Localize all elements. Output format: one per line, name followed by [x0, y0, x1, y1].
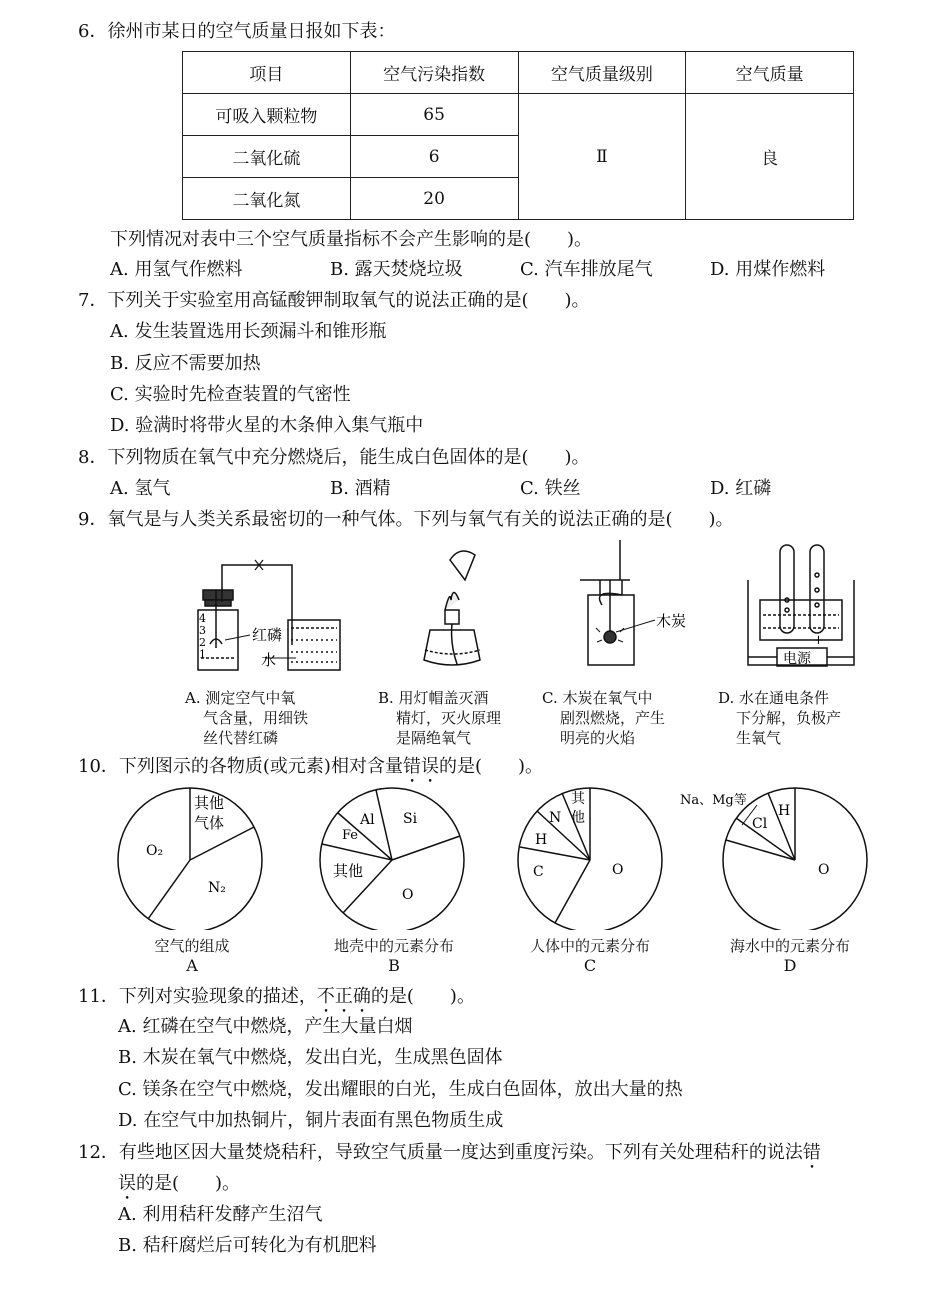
- q11-option-d: D. 在空气中加热铜片，铜片表面有黑色物质生成: [118, 1110, 504, 1131]
- pie-caption: 海水中的元素分布: [729, 937, 850, 955]
- q12-stem-emphasis: 错: [802, 1142, 821, 1163]
- caption-line: C. 木炭在氧气中: [542, 689, 653, 707]
- tick-label: 1: [199, 648, 206, 661]
- caption-line: 气含量，用细铁: [203, 709, 309, 727]
- q8-option-a: A. 氢气: [110, 478, 171, 499]
- table-cell-quality: 良: [686, 94, 854, 220]
- q12-stem-line1: [78, 1141, 821, 1173]
- tick-label: 2: [199, 636, 206, 649]
- q10-stem-post: 的是( )。: [438, 756, 543, 777]
- tick-label: 4: [199, 612, 206, 625]
- table-header: 项目: [183, 52, 351, 94]
- table-header: 空气污染指数: [350, 52, 518, 94]
- pie-letter: B: [388, 956, 400, 975]
- caption-line: 下分解，负极产: [736, 709, 842, 727]
- caption-line: A. 测定空气中氧: [185, 689, 296, 707]
- label-charcoal: 木炭: [656, 612, 687, 630]
- q11-option-a: A. 红磷在空气中燃烧，产生大量白烟: [118, 1016, 413, 1037]
- label-power: 电源: [783, 651, 811, 667]
- pie-label: Al: [360, 812, 375, 828]
- table-cell: 6: [350, 136, 518, 178]
- pie-label: 其: [571, 791, 585, 807]
- pie-label: O: [402, 887, 414, 903]
- q12-stem-emphasis-2: 误: [118, 1173, 136, 1194]
- q6-option-b: B. 露天焚烧垃圾: [330, 259, 463, 280]
- pie-label: Na、Mg等: [680, 793, 747, 808]
- pie-c: [518, 788, 662, 930]
- pie-caption: 人体中的元素分布: [529, 937, 650, 955]
- q6-stem: 6．徐州市某日的空气质量日报如下表：: [78, 21, 396, 42]
- pie-letter: C: [583, 956, 597, 975]
- q10-stem-pre: 10．下列图示的各物质(或元素)相对含量: [78, 756, 403, 777]
- pie-label: O: [818, 862, 830, 878]
- q12-stem-line2: [118, 1172, 240, 1204]
- q7-option-a: A. 发生装置选用长颈漏斗和锥形瓶: [110, 321, 387, 342]
- q7-option-b: B. 反应不需要加热: [110, 353, 261, 374]
- pie-label: Si: [403, 811, 418, 827]
- table-cell-level: Ⅱ: [518, 94, 686, 220]
- pie-label: 其他: [194, 794, 225, 812]
- label-plus: +: [813, 633, 824, 648]
- q7-stem: 7．下列关于实验室用高锰酸钾制取氧气的说法正确的是( )。: [78, 290, 590, 311]
- fig-b-alcohol-lamp: [424, 551, 480, 665]
- q6-option-c: C. 汽车排放尾气: [520, 259, 653, 280]
- q9-stem: 9．氧气是与人类关系最密切的一种气体。下列与氧气有关的说法正确的是( )。: [78, 509, 734, 530]
- q7-option-d: D. 验满时将带火星的木条伸入集气瓶中: [110, 415, 424, 436]
- q9-apparatus-figures: [0, 540, 950, 685]
- pie-label: Cl: [752, 816, 768, 832]
- q8-option-b: B. 酒精: [330, 478, 391, 499]
- pie-d: [723, 788, 867, 930]
- q11-stem-emphasis: 不正确: [316, 986, 371, 1007]
- q6-option-a: A. 用氢气作燃料: [110, 259, 243, 280]
- table-cell: 可吸入颗粒物: [183, 94, 351, 136]
- pie-label: O: [612, 862, 624, 878]
- air-quality-table: [182, 51, 854, 220]
- pie-caption: 地壳中的元素分布: [333, 937, 454, 955]
- q9-caption-c: [542, 688, 665, 748]
- q6-option-d: D. 用煤作燃料: [710, 259, 826, 280]
- label-minus: −: [781, 633, 792, 648]
- table-header: 空气质量: [686, 52, 854, 94]
- pie-caption: 空气的组成: [154, 937, 230, 955]
- q11-option-b: B. 木炭在氧气中燃烧，发出白光，生成黑色固体: [118, 1047, 503, 1068]
- q8-option-c: C. 铁丝: [520, 478, 581, 499]
- fig-c-charcoal-bottle: [580, 540, 655, 665]
- pie-label: N₂: [208, 880, 226, 896]
- pie-label: H: [535, 832, 548, 848]
- q12-stem-post: 的是( )。: [136, 1173, 241, 1194]
- q12-stem-pre: 12．有些地区因大量焚烧秸秆，导致空气质量一度达到重度污染。下列有关处理秸秆的说法: [78, 1142, 803, 1163]
- tick-label: 3: [199, 624, 206, 637]
- pie-label: O₂: [146, 843, 164, 859]
- table-cell: 二氧化氮: [183, 178, 351, 220]
- q8-stem: 8．下列物质在氧气中充分燃烧后，能生成白色固体的是( )。: [78, 447, 590, 468]
- caption-line: B. 用灯帽盖灭酒: [378, 689, 489, 707]
- pie-label: 他: [571, 810, 585, 826]
- q11-option-c: C. 镁条在空气中燃烧，发出耀眼的白光，生成白色固体，放出大量的热: [118, 1079, 683, 1100]
- q6-question: 下列情况对表中三个空气质量指标不会产生影响的是( )。: [110, 229, 593, 250]
- pie-a: [118, 788, 262, 930]
- q10-pie-charts: [0, 780, 950, 930]
- q11-stem-pre: 11．下列对实验现象的描述，: [78, 986, 317, 1007]
- q9-caption-b: [378, 688, 501, 748]
- table-cell: 二氧化硫: [183, 136, 351, 178]
- q12-option-b: B. 秸秆腐烂后可转化为有机肥料: [118, 1235, 377, 1256]
- q10-stem-emphasis: 错误: [402, 756, 439, 777]
- pie-letter: D: [783, 956, 797, 975]
- q11-stem-post: 的是( )。: [370, 986, 475, 1007]
- label-water: 水: [261, 651, 277, 669]
- q8-option-d: D. 红磷: [710, 478, 772, 499]
- caption-line: 是隔绝氧气: [396, 729, 472, 747]
- table-cell: 65: [350, 94, 518, 136]
- pie-label: C: [533, 864, 544, 880]
- caption-line: 精灯，灭火原理: [396, 709, 502, 727]
- caption-line: D. 水在通电条件: [718, 689, 830, 707]
- pie-letter: A: [186, 956, 198, 975]
- q12-option-a: A. 利用秸秆发酵产生沼气: [118, 1204, 323, 1225]
- pie-label: 气体: [194, 814, 225, 832]
- q9-caption-d: [718, 688, 841, 748]
- fig-d-electrolysis-apparatus: [748, 545, 854, 666]
- table-header: 空气质量级别: [518, 52, 686, 94]
- caption-line: 剧烈燃烧，产生: [560, 709, 666, 727]
- pie-label: N: [549, 810, 562, 826]
- label-red-phosphorus: 红磷: [252, 626, 283, 644]
- q7-option-c: C. 实验时先检查装置的气密性: [110, 384, 351, 405]
- pie-label: Fe: [342, 828, 359, 843]
- caption-line: 丝代替红磷: [203, 729, 279, 747]
- caption-line: 明亮的火焰: [560, 729, 636, 747]
- pie-b: [320, 788, 464, 930]
- pie-label: H: [778, 803, 791, 819]
- q9-caption-a: [185, 688, 308, 748]
- q11-stem: [78, 985, 475, 1017]
- caption-line: 生氧气: [736, 729, 782, 747]
- table-cell: 20: [350, 178, 518, 220]
- pie-label: 其他: [333, 862, 364, 880]
